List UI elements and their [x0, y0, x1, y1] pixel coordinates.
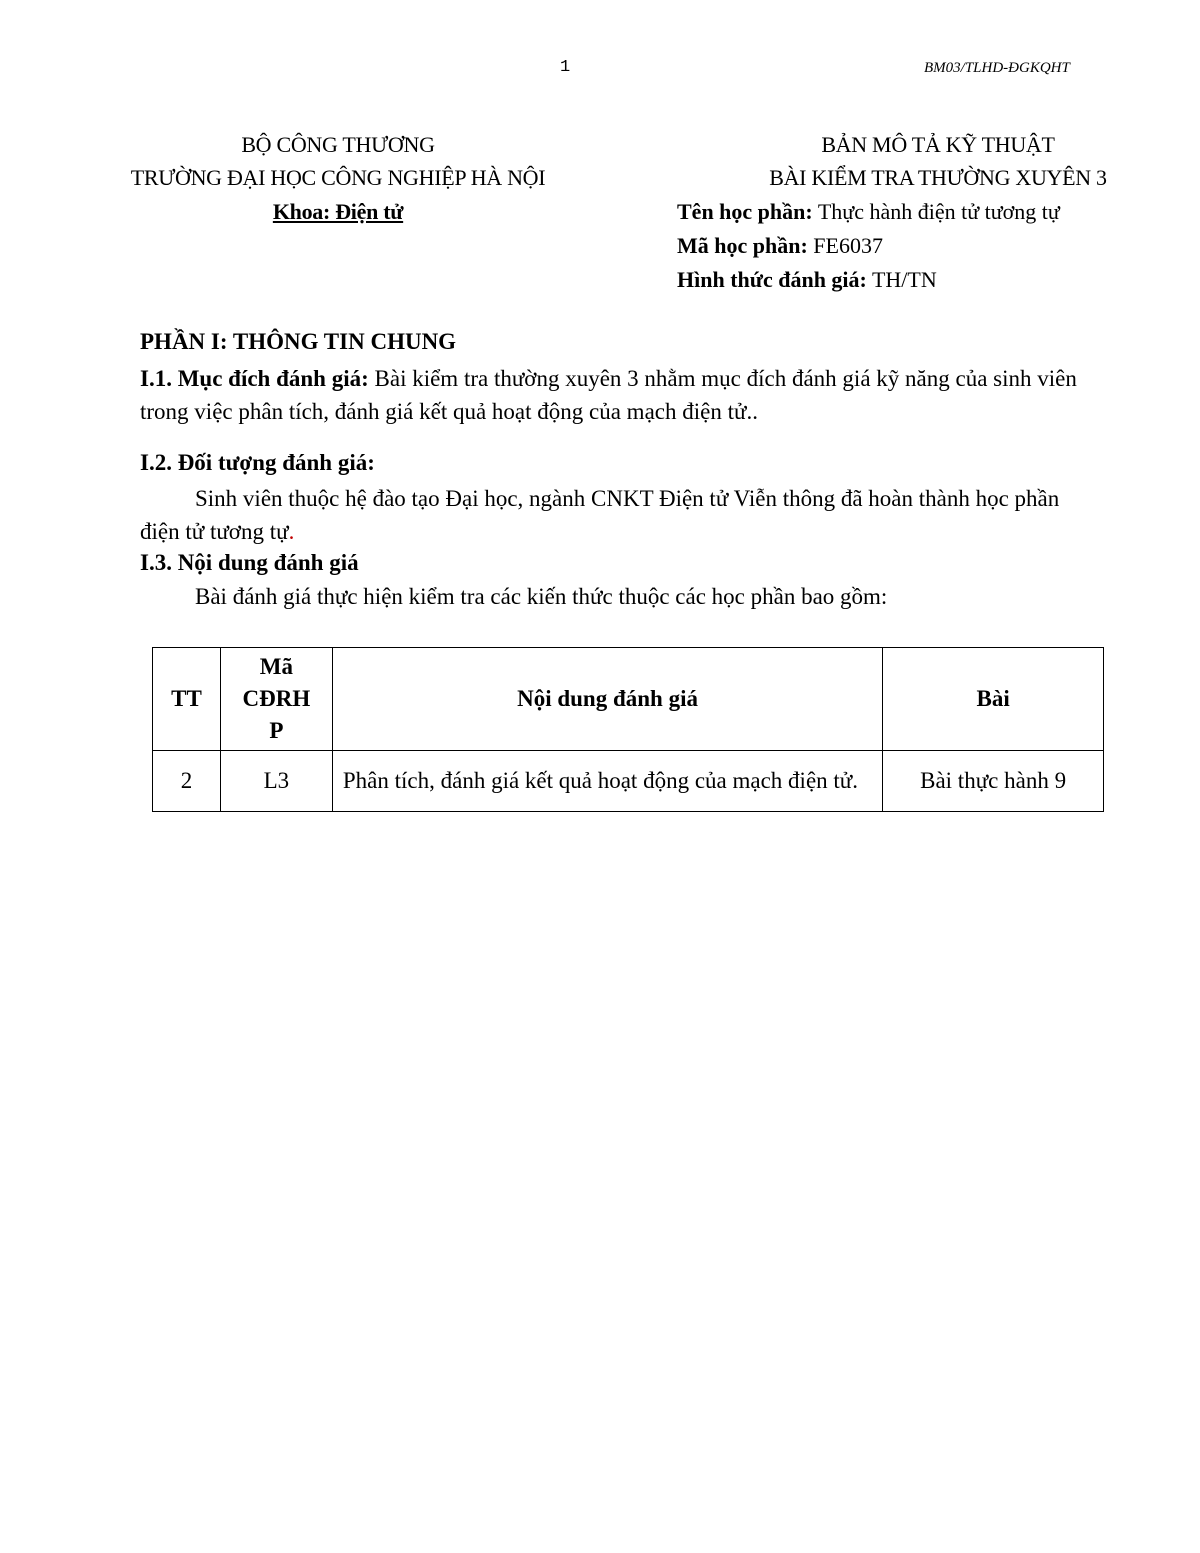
table-row [153, 751, 1104, 812]
course-name-label: Tên học phần: [677, 199, 813, 224]
form-code: BM03/TLHD-ĐGKQHT [924, 60, 1070, 76]
section-title: PHẦN I: THÔNG TIN CHUNG [140, 329, 457, 354]
target-period: . [288, 519, 295, 544]
row-lesson: Bài thực hành 9 [883, 751, 1104, 812]
header-code-line2: CĐRH [242, 686, 311, 711]
purpose-paragraph [140, 362, 1095, 428]
header-code [220, 648, 332, 751]
ministry-name: BỘ CÔNG THƯƠNG [241, 132, 435, 157]
row-tt: 2 [153, 751, 221, 812]
course-name-row [677, 199, 1060, 225]
faculty-label: Khoa: Điện tử [272, 199, 404, 224]
header-lesson: Bài [883, 648, 1104, 751]
row-code: L3 [220, 751, 332, 812]
header-tt: TT [153, 648, 221, 751]
course-code-label: Mã học phần: [677, 233, 808, 258]
course-code-value: FE6037 [813, 233, 883, 258]
header-content: Nội dung đánh giá [332, 648, 882, 751]
target-label: I.2. Đối tượng đánh giá: [140, 450, 375, 475]
header-code-line1: Mã [259, 654, 294, 679]
header-code-line3: P [269, 718, 284, 743]
assessment-form-label: Hình thức đánh giá: [677, 267, 867, 292]
course-name-value: Thực hành điện tử tương tự [817, 199, 1060, 224]
purpose-text: Bài kiểm tra thường xuyên 3 nhằm mục đích đánh giá kỹ năng của sinh viên trong việc phân tích, đánh giá kết quả hoạt động của mạch điện tử.. [140, 366, 1077, 424]
target-text: Sinh viên thuộc hệ đào tạo Đại học, ngành CNKT Điện tử Viễn thông đã hoàn thành học phần điện tử tương tự [140, 486, 1060, 544]
content-label: I.3. Nội dung đánh giá [140, 550, 359, 575]
page-number: 1 [560, 58, 571, 77]
doc-title-line1: BẢN MÔ TẢ KỸ THUẬT [821, 132, 1055, 157]
assessment-table [152, 647, 1104, 812]
table-header-row [153, 648, 1104, 751]
row-content: Phân tích, đánh giá kết quả hoạt động của mạch điện tử. [332, 751, 882, 812]
assessment-form-row [677, 267, 937, 293]
purpose-label: I.1. Mục đích đánh giá: [140, 366, 369, 391]
course-code-row [677, 233, 883, 259]
assessment-form-value: TH/TN [871, 267, 937, 292]
doc-title-line2: BÀI KIỂM TRA THƯỜNG XUYÊN 3 [769, 165, 1107, 190]
content-text: Bài đánh giá thực hiện kiểm tra các kiến thức thuộc các học phần bao gồm: [195, 584, 888, 609]
faculty-name [58, 199, 618, 225]
university-name: TRƯỜNG ĐẠI HỌC CÔNG NGHIỆP HÀ NỘI [130, 165, 546, 190]
target-paragraph [140, 482, 1095, 548]
